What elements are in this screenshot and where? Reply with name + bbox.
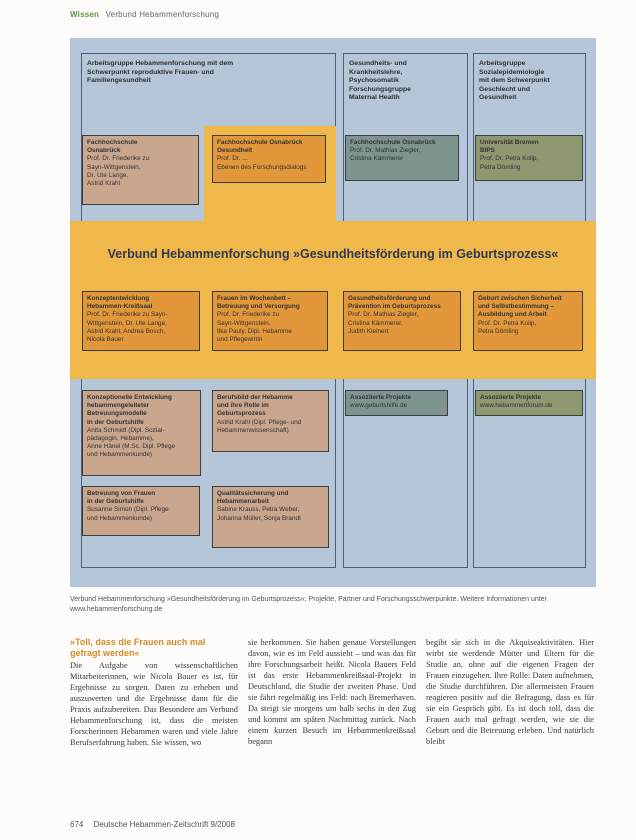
project-box-3 [343,291,461,351]
page-footer [70,820,235,829]
subproject-box-3 [82,486,200,536]
article-column-1: Die Aufgabe von wissenschaftlichen Mitarbeiterinnen, wie Nicola Bauer es ist, für Ergebnisse zu sorgen. Daten zu erheben und auszuwerten und die Ergebnisse dann für die Praxis aufzubereiten. Das Besondere am Verbund Hebammenforschung ist, dass die meisten Forscherinnen Hebammen waren und viele Jahre Berufserfahrung haben. Sie wissen, wo [70,661,238,747]
associated-projects-box-1 [345,390,448,416]
box-title: Assoziierte Projekte [350,394,412,401]
subproject-box-2 [212,390,329,452]
box-title: Fachhochschule Osnabrück [350,139,436,146]
box-body: Astrid Krahl (Dipl. Pflege- und Hebammenwissenschaft) [217,418,302,434]
institution-box-3 [345,135,459,181]
box-title: Berufsbild der Hebamme und ihre Rolle im Geburtsprozess [217,394,293,418]
box-body: Susanne Simon (Dipl. Pflege und Hebammenkunde) [87,506,169,522]
research-network-figure [70,38,596,587]
column-heading-3: Arbeitsgruppe Sozialepidemiologie mit dem Schwerpunkt Geschlecht und Gesundheit [479,60,550,102]
box-body: Prof. Dr. ... Ebenen des Forschungsdialogs [217,155,307,171]
section-label: Wissen [70,10,100,19]
subproject-box-4 [212,486,329,548]
box-title: Frauen im Wochenbett – Betreuung und Versorgung [217,295,300,311]
journal-name: Deutsche Hebammen-Zeitschrift 9/2008 [93,820,235,829]
associated-projects-box-2 [475,390,583,416]
box-title: Fachhochschule Osnabrück Gesundheit [217,139,303,155]
box-title: Konzeptentwicklung Hebammen-Kreißsaal [87,295,153,311]
running-header [70,10,219,19]
article-subheading: »Toll, dass die Frauen auch mal gefragt werden« [70,637,206,658]
box-title: Gesundheitsförderung und Prävention im Geburtsprozess [348,295,441,311]
box-title: Qualitätssicherung und Hebammenarbeit [217,490,289,506]
box-title: Fachhochschule Osnabrück [87,139,138,155]
project-box-4 [473,291,583,351]
article-column-2: sie herkommen. Sie haben genaue Vorstellungen davon, wie es im Feld aussieht – und was das für ihre Forschungsarbeit heißt. Nicola Bauers Feld ist das erste Hebammenkreißsaal-Projekt in Deutschland, die Studie der zweiten Phase. Und sie fährt regelmäßig ins Feld: nach Bremerhaven. Da steigt sie morgens um halb sechs in den Zug und kommt am späten Nachmittag zurück. Nach einem kurzen Besuch im Hebammenkreißsaal begann [248,638,416,746]
box-body: Prof. Dr. Petra Kolip, Petra Dömling [478,319,537,335]
institution-box-4 [475,135,583,181]
box-body: Prof. Dr. Mathias Ziegler, Cristina Kämmerer, Judith Kleinert [348,311,419,335]
institution-box-1 [82,135,199,205]
box-body: Prof. Dr. Mathias Ziegler, Cristina Kämmerer [350,147,421,163]
box-title: Konzeptionelle Entwicklung hebammengeleiteter Betreuungsmodelle in der Geburtshilfe [87,394,172,426]
box-link[interactable]: www.hebammenforum.de [480,402,553,410]
project-box-1 [82,291,200,351]
box-title: Assoziierte Projekte [480,394,542,401]
network-title: Verbund Hebammenforschung »Gesundheitsförderung im Geburtsprozess« [107,247,559,261]
box-title: Geburt zwischen Sicherheit und Selbstbestimmung – Ausbildung und Arbeit [478,295,562,319]
page-number: 674 [70,820,84,829]
column-heading-1: Arbeitsgruppe Hebammenforschung mit dem Schwerpunkt reproduktive Frauen- und Familiengesundheit [87,60,234,85]
box-title: Betreuung von Frauen in der Geburtshilfe [87,490,156,506]
subproject-box-1 [82,390,201,476]
figure-caption: Verbund Hebammenforschung »Gesundheitsförderung im Geburtsprozess«: Projekte, Partner und Forschungsschwerpunkte. Weitere Informationen unter www.hebammenforschung.de [70,596,547,613]
institution-box-2 [212,135,326,183]
box-body: Prof. Dr. Friederike zu Sayn-Wittgenstein, Dr. Ute Lange, Astrid Krahl [87,155,150,188]
article-column-3: begibt sie sich in die Akquiseaktivitäten. Hier wirbt sie werdende Mütter und Eltern für die Studie an, ohne auf die eigenen Fragen der Frauen einzugehen. Ihre Rolle: Daten aufnehmen, die Studie durchführen. Die allermeisten Frauen reagieren positiv auf die Befragung, dass es für sie ein Gespräch gibt. Es ist doch toll, dass die Frauen auch mal gefragt werden, wie sie die Geburt und die Betreuung erleben. Und natürlich bleibt [426,638,594,746]
box-body: Prof. Dr. Petra Kolip, Petra Dömling [480,155,539,171]
box-body: Prof. Dr. Friederike zu Sayn- Wittgenstein, Dr. Ute Lange, Astrid Krahl, Andrea Bosch, Nicola Bauer [87,311,168,344]
box-body: Anita Schmidt (Dipl. Sozial- pädagogin, Hebamme), Anne Hänel (M.Sc. Dipl. Pflege und Hebammenkunde) [87,426,176,459]
column-heading-2: Gesundheits- und Krankheitslehre, Psychosomatik Forschungsgruppe Maternal Health [349,60,411,102]
box-body: Prof. Dr. Friederike zu Sayn-Wittgenstein, Ilka Pauly, Dipl. Hebamme und Pflegewirtin [217,311,292,344]
box-body: Sabine Krauss, Petra Weber, Johanna Müller, Sonja Brandt [217,506,301,522]
box-title: Universität Bremen BIPS [480,139,539,155]
box-link[interactable]: www.geburtshilfe.de [350,402,408,410]
project-box-2 [212,291,328,351]
topic-label: Verbund Hebammenforschung [105,10,220,19]
